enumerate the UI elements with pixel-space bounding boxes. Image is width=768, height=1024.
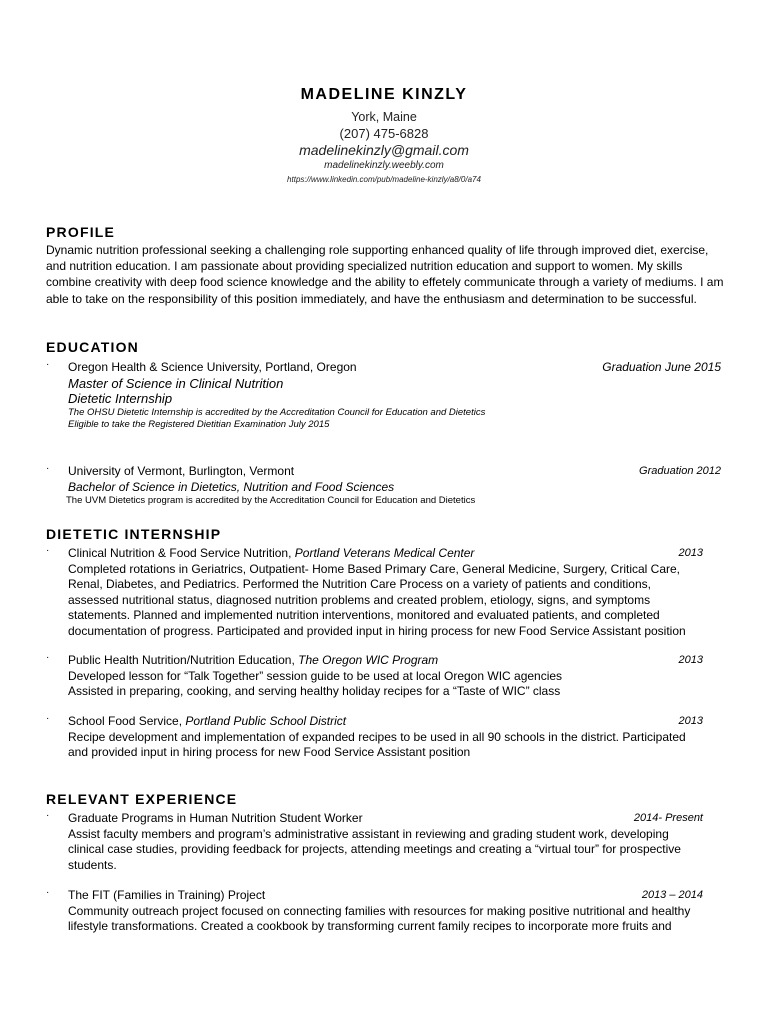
school-name: University of Vermont, Burlington, Vermont <box>68 464 295 478</box>
year: 2013 <box>678 654 703 666</box>
description-line: Completed rotations in Geriatrics, Outpatient- Home Based Primary Care, General Medicine, Surgery, Critical Care, <box>68 561 681 576</box>
year: 2013 <box>678 715 703 727</box>
internship-entry-wic <box>46 653 721 700</box>
website-link[interactable]: madelinekinzly.weebly.com <box>324 160 444 171</box>
experience-entry-student-worker <box>46 811 721 873</box>
experience-entry-fit-project <box>46 888 721 935</box>
role-title: The FIT (Families in Training) Project <box>68 888 266 902</box>
experience-heading: RELEVANT EXPERIENCE <box>46 791 238 807</box>
profile-heading: PROFILE <box>46 224 116 240</box>
degree: Bachelor of Science in Dietetics, Nutrition and Food Sciences <box>68 479 395 494</box>
education-entry-uvm <box>46 464 721 507</box>
bullet-icon: · <box>46 463 50 474</box>
role-title: School Food Service, <box>68 714 183 728</box>
exam-note: Eligible to take the Registered Dietitian Examination July 2015 <box>68 419 330 430</box>
bullet-icon: · <box>46 713 50 724</box>
role-title: Clinical Nutrition & Food Service Nutrition, <box>68 546 292 560</box>
date-range: 2013 – 2014 <box>641 889 703 901</box>
location: York, Maine <box>351 110 417 124</box>
organization: Portland Public School District <box>185 714 347 728</box>
accreditation-note: The UVM Dietetics program is accredited by the Accreditation Council for Education and Dietetics <box>66 495 476 506</box>
description-line: assessed nutritional status, diagnosed nutrition problems and created problem, etiology, signs, and symptoms <box>68 592 651 607</box>
date-range: 2014- Present <box>633 812 703 824</box>
description-line: Renal, Diabetes, and Pediatrics. Performed the Nutrition Care Process on a variety of patients and conditions, <box>68 577 651 591</box>
description-line: statements. Planned and implemented nutrition interventions, monitored and evaluated patients, and completed <box>68 608 660 622</box>
description-line: students. <box>68 857 117 872</box>
bullet-icon: · <box>46 810 50 821</box>
accreditation-note: The OHSU Dietetic Internship is accredited by the Accreditation Council for Education and Dietetics <box>68 406 486 418</box>
description-line: Recipe development and implementation of expanded recipes to be used in all 90 schools in the district. Participated <box>68 729 686 744</box>
organization: The Oregon WIC Program <box>298 653 439 667</box>
bullet-icon: · <box>46 359 50 370</box>
phone-number: (207) 475-6828 <box>339 126 429 141</box>
description-line: Community outreach project focused on connecting families with resources for making positive nutritional and healthy <box>68 903 691 918</box>
degree: Master of Science in Clinical Nutrition <box>68 375 284 391</box>
description-line: and provided input in hiring process for new Food Service Assistant position <box>68 745 471 759</box>
description-line: lifestyle transformations. Created a cookbook by transforming current family recipes to incorporate more fruits and <box>68 919 672 933</box>
program: Dietetic Internship <box>68 391 173 406</box>
internship-entry-va <box>46 546 721 639</box>
role-title: Public Health Nutrition/Nutrition Education, <box>68 653 295 667</box>
bullet-icon: · <box>46 652 50 663</box>
education-heading: EDUCATION <box>46 339 139 355</box>
candidate-name: MADELINE KINZLY <box>300 86 468 103</box>
graduation-date: Graduation 2012 <box>639 465 721 477</box>
graduation-date: Graduation June 2015 <box>602 360 721 374</box>
profile-text: Dynamic nutrition professional seeking a challenging role supporting enhanced quality of life through improved diet, exercise, and nutrition education. I am passionate about providing specialized nutrition education and support to women. My skills combine creativity with deep food science knowledge and the ability to effetely communicate through a variety of mediums. I am able to take on the responsibility of this position immediately, and have the enthusiasm and determination to be successful. <box>46 243 724 306</box>
description-line: Developed lesson for “Talk Together” session guide to be used at local Oregon WIC agencies <box>68 668 563 683</box>
linkedin-link[interactable]: https://www.linkedin.com/pub/madeline-kinzly/a8/0/a74 <box>287 175 481 184</box>
description-line: Assist faculty members and program’s administrative assistant in reviewing and grading student work, developing <box>68 826 669 841</box>
year: 2013 <box>678 547 703 559</box>
email-address[interactable]: madelinekinzly@gmail.com <box>299 142 469 158</box>
description-line: documentation of progress. Participated and provided input in hiring process for new Food Service Assistant position <box>68 623 686 638</box>
role-title: Graduate Programs in Human Nutrition Student Worker <box>68 811 363 825</box>
description-line: clinical case studies, providing feedback for projects, attending meetings and creating a “virtual tour” for prospective <box>68 842 681 856</box>
organization: Portland Veterans Medical Center <box>294 546 475 560</box>
description-line: Assisted in preparing, cooking, and serving healthy holiday recipes for a “Taste of WIC” class <box>68 684 561 698</box>
internship-entry-school <box>46 714 721 761</box>
bullet-icon: · <box>46 887 50 898</box>
school-name: Oregon Health & Science University, Portland, Oregon <box>68 360 357 374</box>
internship-heading: DIETETIC INTERNSHIP <box>46 526 222 542</box>
education-entry-ohsu <box>46 360 721 432</box>
bullet-icon: · <box>46 545 50 556</box>
